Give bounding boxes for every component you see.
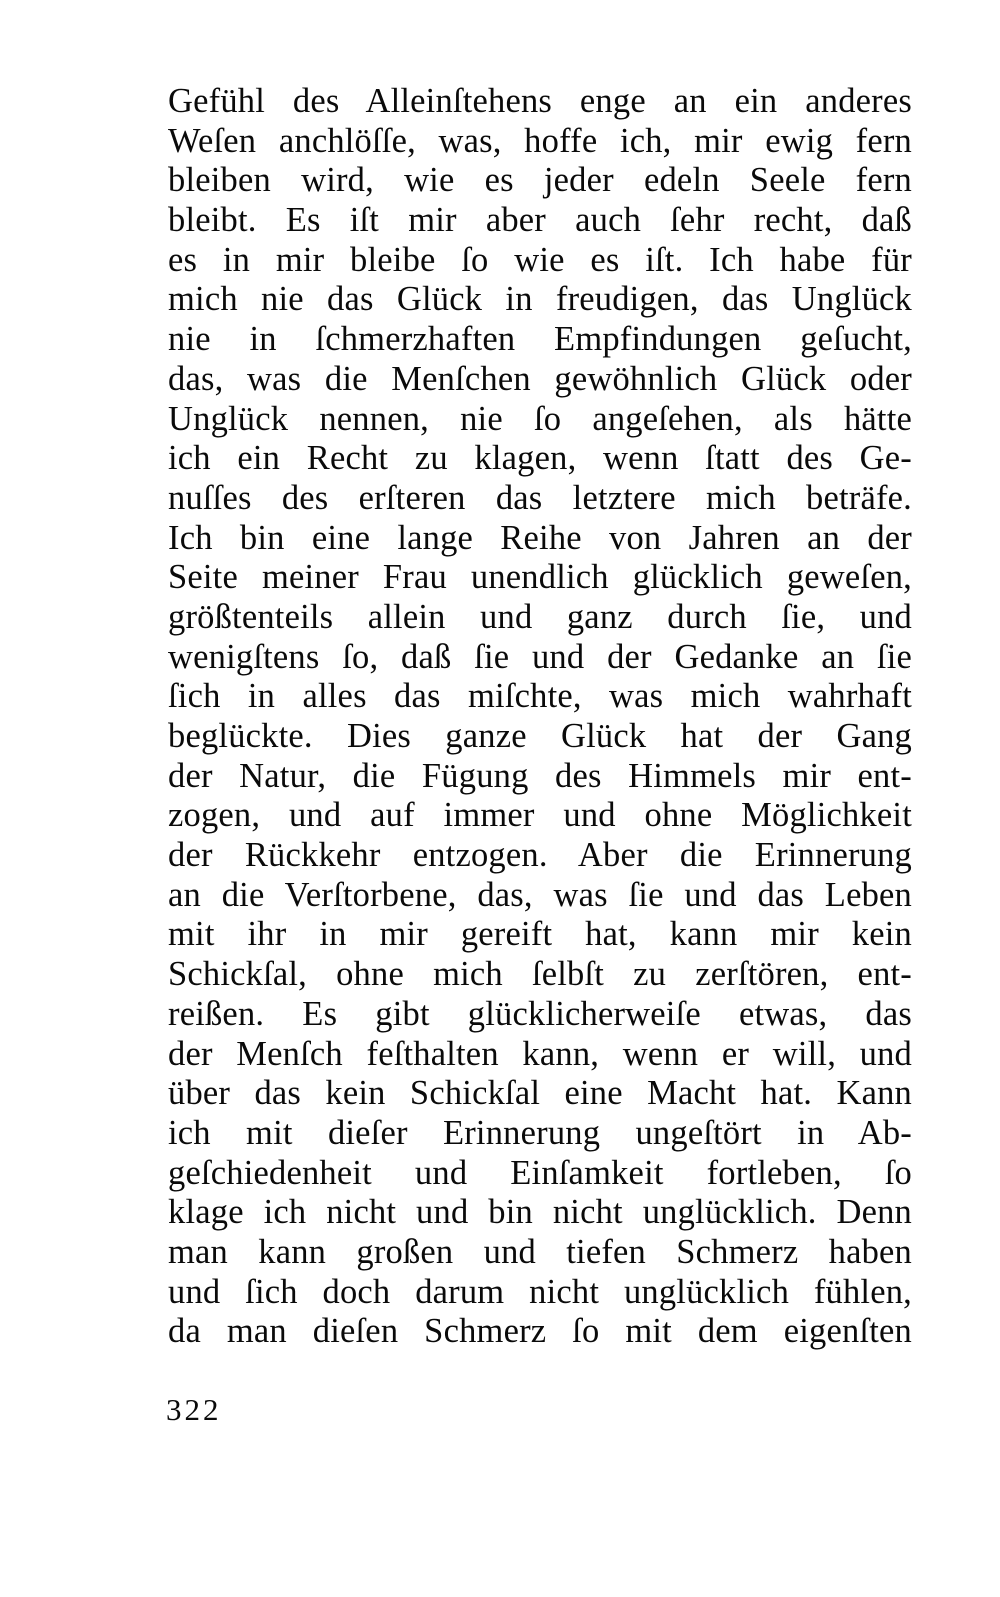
- text-line: ich ein Recht zu klagen, wenn ſtatt des Ge-: [168, 439, 912, 478]
- text-line: beglückte. Dies ganze Glück hat der Gang: [168, 717, 912, 755]
- text-line: klage ich nicht und bin nicht unglücklich. Denn: [168, 1193, 912, 1232]
- text-line: der Rückkehr entzogen. Aber die Erinnerung: [168, 836, 912, 875]
- text-line: es in mir bleibe ſo wie es iſt. Ich habe für: [168, 240, 912, 279]
- body-text: [168, 82, 912, 1352]
- text-line: wenigſtens ſo, daß ſie und der Gedanke an ſie: [168, 637, 912, 676]
- text-line: größtenteils allein und ganz durch ſie, und: [168, 597, 912, 636]
- text-line: ich mit dieſer Erinnerung ungeſtört in Ab-: [168, 1113, 912, 1152]
- text-line: Schickſal, ohne mich ſelbſt zu zerſtören, ent-: [168, 955, 912, 994]
- text-line: an die Verſtorbene, das, was ſie und das Leben: [168, 875, 912, 914]
- text-line: bleiben wird, wie es jeder edeln Seele fern: [168, 161, 912, 200]
- text-line: Weſen anchlöſſe, was, hoffe ich, mir ewig fern: [168, 121, 912, 160]
- text-line: Ich bin eine lange Reihe von Jahren an der: [168, 518, 912, 557]
- text-line: Gefühl des Alleinſtehens enge an ein anderes: [168, 82, 912, 120]
- text-line: zogen, und auf immer und ohne Möglichkeit: [168, 796, 912, 835]
- text-line: und ſich doch darum nicht unglücklich fühlen,: [168, 1272, 912, 1311]
- text-line: das, was die Menſchen gewöhnlich Glück oder: [168, 359, 912, 398]
- text-line: der Menſch feſthalten kann, wenn er will, und: [168, 1034, 912, 1073]
- text-line: der Natur, die Fügung des Himmels mir ent-: [168, 756, 912, 795]
- text-line: reißen. Es gibt glücklicherweiſe etwas, das: [168, 994, 912, 1033]
- text-line: Unglück nennen, nie ſo angeſehen, als hätte: [168, 399, 912, 438]
- text-line: da man dieſen Schmerz ſo mit dem eigenſten: [168, 1312, 912, 1351]
- page-number: 322: [166, 1392, 222, 1427]
- text-line: mit ihr in mir gereift hat, kann mir kein: [168, 915, 912, 954]
- text-line: nuſſes des erſteren das letztere mich beträfe.: [168, 478, 912, 517]
- text-line: man kann großen und tiefen Schmerz haben: [168, 1232, 912, 1271]
- text-line: nie in ſchmerzhaften Empfindungen geſucht,: [168, 320, 912, 359]
- text-line: über das kein Schickſal eine Macht hat. Kann: [168, 1074, 912, 1113]
- text-line: bleibt. Es iſt mir aber auch ſehr recht, daß: [168, 201, 912, 240]
- text-line: Seite meiner Frau unendlich glücklich geweſen,: [168, 558, 912, 597]
- text-line: mich nie das Glück in freudigen, das Unglück: [168, 280, 912, 319]
- text-line: ſich in alles das miſchte, was mich wahrhaft: [168, 677, 912, 716]
- text-line: geſchiedenheit und Einſamkeit fortleben, ſo: [168, 1153, 912, 1192]
